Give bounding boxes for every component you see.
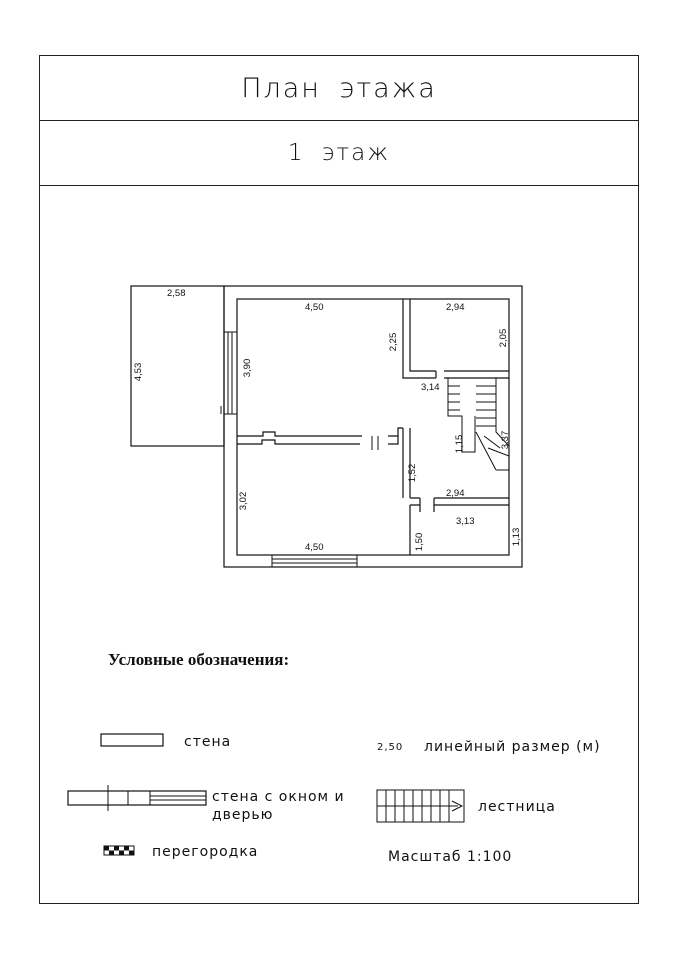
legend-title: Условные обозначения:: [108, 650, 290, 669]
legend-window-label-2: дверью: [212, 807, 274, 823]
legend-dim-sample: 2,50: [377, 742, 404, 753]
bath-door: [420, 498, 434, 512]
legend-window-label-1: стена с окном и: [212, 789, 345, 805]
dim-porch-h: 4,53: [133, 362, 144, 382]
door-mark: [372, 436, 378, 450]
legend-stairs-symbol: [377, 790, 464, 822]
dim-room2-w: 2,94: [446, 302, 465, 313]
dim-room3-w: 4,50: [305, 542, 324, 553]
room2-walls: [403, 299, 436, 378]
dim-bath-w: 3,13: [456, 516, 475, 527]
floor-label: 1 этаж: [40, 121, 638, 186]
dim-bath-h-right: 1,13: [511, 527, 522, 547]
dim-bath-h-left: 1,50: [414, 532, 425, 552]
dim-room3-h: 3,02: [238, 491, 249, 511]
dim-hall-w: 3,14: [421, 382, 440, 393]
dim-hall-h: 1,15: [454, 434, 465, 454]
plan-title: План этажа: [40, 56, 638, 121]
dim-room1-w: 4,50: [305, 302, 324, 313]
legend-window-symbol: [68, 785, 206, 811]
porch-area: [131, 286, 224, 446]
dim-corr-w: 2,94: [446, 488, 465, 499]
room1-divider: [237, 436, 398, 444]
stairs: [448, 378, 509, 470]
dim-stair-h: 3,37: [500, 430, 511, 450]
legend-wall-label: стена: [184, 734, 232, 750]
dim-room2-h-left: 2,25: [388, 332, 399, 352]
legend-partition-label: перегородка: [152, 844, 259, 860]
legend-partition-symbol: [104, 846, 134, 855]
dim-corr-h: 1,52: [407, 463, 418, 483]
stair-hall-walls: [403, 371, 509, 498]
legend-stairs-label: лестница: [478, 799, 556, 815]
window-bottom: [272, 555, 357, 567]
dim-room2-h-right: 2,05: [498, 328, 509, 348]
scale-label: Масштаб 1:100: [388, 849, 513, 865]
dim-room1-h: 3,90: [242, 358, 253, 378]
legend-wall-symbol: [101, 734, 163, 746]
dim-porch-w: 2,58: [167, 288, 186, 299]
legend-dim-label: линейный размер (м): [424, 739, 601, 755]
room1-walls: [237, 428, 403, 436]
